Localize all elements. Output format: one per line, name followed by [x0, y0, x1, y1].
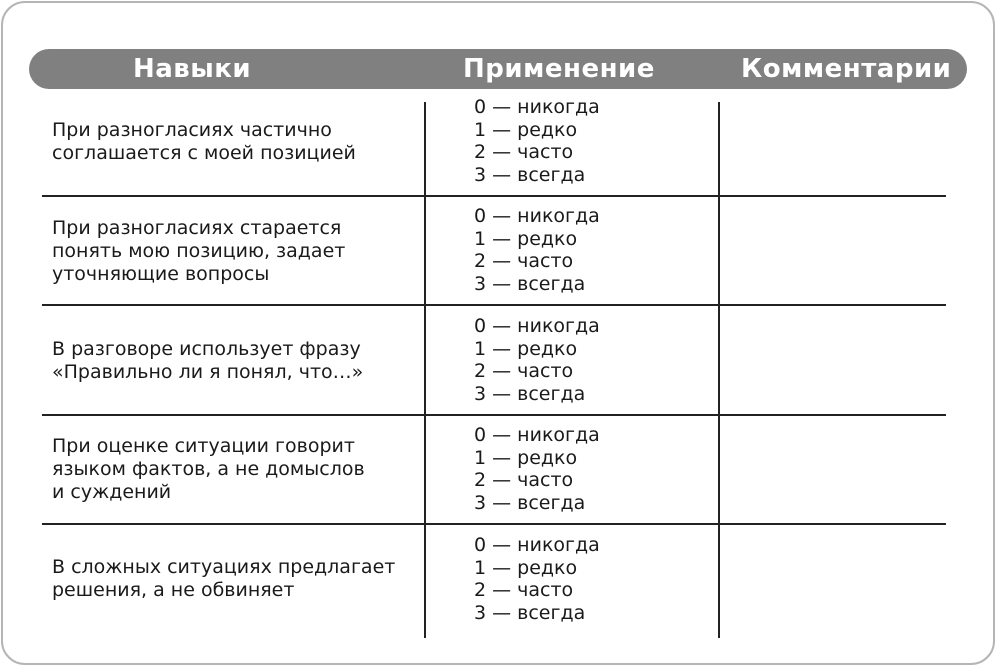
scale-option: 0 — никогда	[474, 315, 600, 337]
scale-option: 2 — часто	[474, 469, 574, 492]
usage-scale	[474, 96, 694, 186]
row-divider	[42, 195, 946, 197]
column-divider-usage	[424, 102, 426, 638]
table-header	[29, 49, 967, 89]
scale-option: 1 — редко	[474, 446, 578, 469]
comment-cell[interactable]	[728, 579, 938, 599]
scale-option: 2 — часто	[474, 579, 574, 602]
scale-option: 3 — всегда	[474, 601, 586, 624]
header-skills: Навыки	[133, 54, 252, 84]
usage-scale	[474, 424, 694, 514]
scale-option: 1 — редко	[474, 337, 578, 360]
scale-option: 3 — всегда	[474, 272, 586, 295]
scale-option: 0 — никогда	[474, 96, 600, 118]
row-divider	[42, 523, 946, 525]
scale-option: 0 — никогда	[474, 424, 600, 446]
scale-option: 3 — всегда	[474, 382, 586, 405]
scale-option: 2 — часто	[474, 250, 574, 273]
comment-cell[interactable]	[728, 140, 938, 160]
column-divider-comments	[718, 102, 720, 638]
skill-text: При оценке ситуации говорит языком фактов, а не домыслов и суждений	[52, 435, 365, 503]
header-usage: Применение	[463, 54, 655, 84]
header-comments: Комментарии	[741, 54, 952, 84]
usage-scale	[474, 205, 694, 295]
scale-option: 0 — никогда	[474, 205, 600, 227]
comment-cell[interactable]	[728, 250, 938, 270]
scale-option: 0 — никогда	[474, 534, 600, 556]
scale-option: 1 — редко	[474, 118, 578, 141]
scale-option: 2 — часто	[474, 141, 574, 164]
comment-cell[interactable]	[728, 360, 938, 380]
scale-option: 1 — редко	[474, 227, 578, 250]
usage-scale	[474, 534, 694, 624]
comment-cell[interactable]	[728, 469, 938, 489]
scale-option: 3 — всегда	[474, 163, 586, 186]
skill-text: В разговоре использует фразу «Правильно ли я понял, что…»	[52, 338, 364, 383]
skill-text: В сложных ситуациях предлагает решения, а не обвиняет	[52, 556, 396, 601]
row-divider	[42, 414, 946, 416]
row-divider	[42, 304, 946, 306]
skill-text: При разногласиях старается понять мою позицию, задает уточняющие вопросы	[52, 217, 346, 285]
scale-option: 3 — всегда	[474, 491, 586, 514]
scale-option: 2 — часто	[474, 360, 574, 383]
usage-scale	[474, 315, 694, 405]
scale-option: 1 — редко	[474, 556, 578, 579]
skill-text: При разногласиях частично соглашается с моей позицией	[52, 119, 356, 164]
